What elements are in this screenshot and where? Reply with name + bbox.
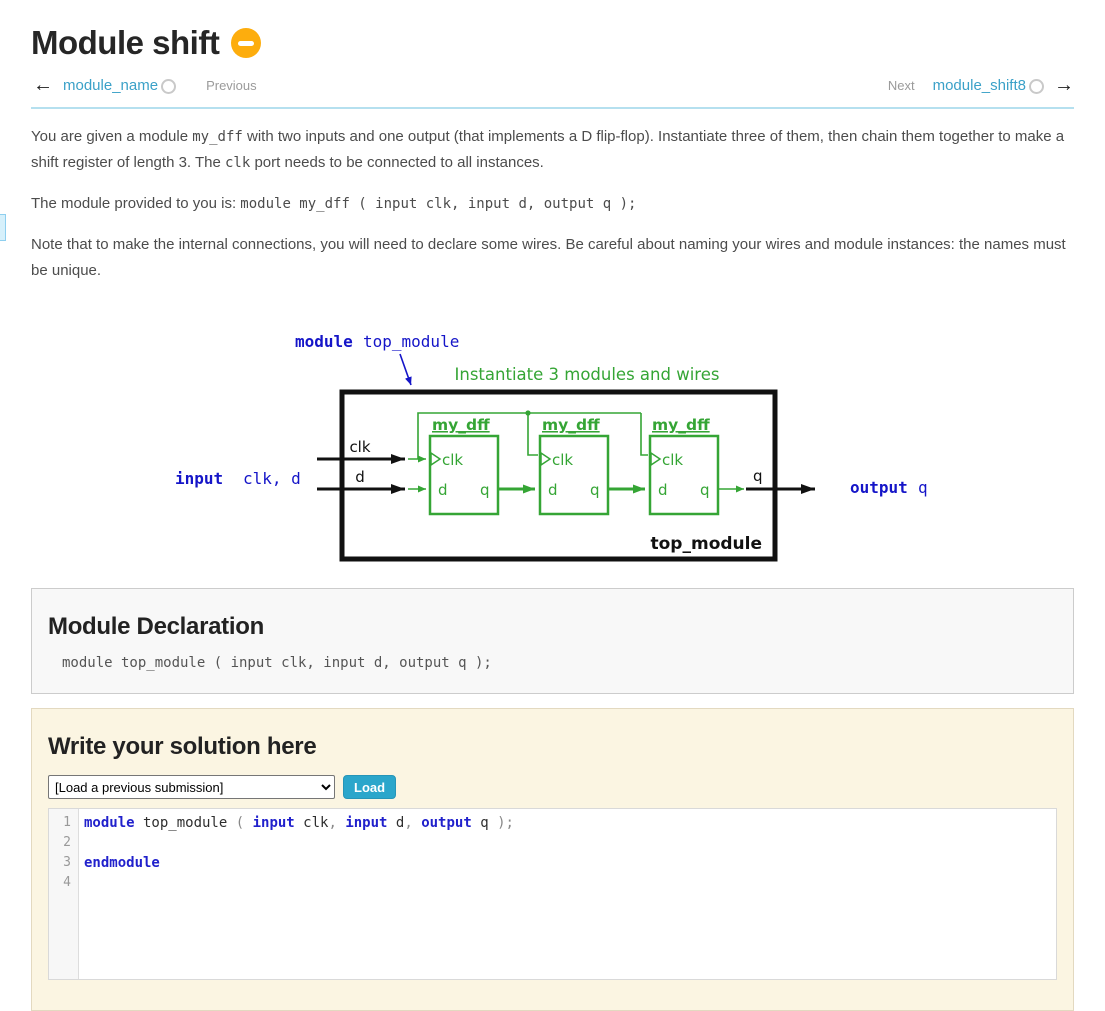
output-ports-label	[850, 478, 928, 497]
dff1-port-q: q	[480, 481, 490, 499]
dff1-label: my_dff	[432, 416, 490, 434]
prev-nav-group	[33, 74, 257, 97]
prev-problem-link[interactable]: module_name	[63, 77, 159, 94]
input-ports: clk, d	[243, 469, 301, 488]
page-title	[31, 24, 1074, 62]
diagram-annotation: Instantiate 3 modules and wires	[454, 365, 720, 384]
prev-label: Previous	[206, 78, 257, 93]
q-wire-label: q	[753, 467, 763, 485]
code-token: ,	[328, 815, 346, 831]
line-number: 2	[63, 835, 71, 850]
code-token: q	[471, 815, 498, 831]
dff-instance-1	[430, 416, 498, 514]
p1-text: with two inputs and one output (that implements a D flip-flop). Instantiate three of them, then chain them together to make a shift register of length 3. The	[31, 128, 1065, 171]
dff2-box	[540, 436, 608, 514]
dff3-port-clk: clk	[662, 451, 684, 469]
arrow-right-icon[interactable]: →	[1054, 74, 1074, 96]
description-paragraph-3	[31, 232, 1074, 284]
line-number: 3	[63, 855, 71, 870]
code-token: (	[235, 815, 253, 831]
page-title-text: Module shift	[31, 24, 220, 61]
dff3-box	[650, 436, 718, 514]
p1-text: You are given a module	[31, 128, 193, 145]
description-paragraph-2	[31, 191, 1074, 217]
code-token: endmodule	[84, 855, 160, 871]
solution-section	[31, 708, 1074, 1011]
code-token: input	[345, 815, 388, 831]
next-label: Next	[887, 78, 915, 93]
next-status-circle-icon	[1029, 79, 1044, 94]
output-ports: q	[918, 478, 928, 497]
d-wire-label: d	[355, 468, 365, 486]
dff3-clock-triangle-icon	[651, 453, 660, 465]
dff2-port-q: q	[590, 481, 600, 499]
module-declaration-heading: Module Declaration	[48, 613, 264, 640]
code-token: output	[421, 815, 472, 831]
dff2-port-d: d	[548, 481, 558, 499]
dff1-clock-triangle-icon	[431, 453, 440, 465]
circuit-diagram	[165, 321, 945, 571]
code-line-3	[84, 853, 1056, 873]
inline-code-module-decl: module my_dff ( input clk, input d, output q );	[240, 196, 637, 212]
dff2-label: my_dff	[542, 416, 600, 434]
input-ports-label	[175, 469, 301, 488]
output-keyword: output	[850, 478, 908, 497]
module-declaration-code: module top_module ( input clk, input d, output q );	[62, 655, 492, 671]
minus-circle-icon	[231, 28, 261, 58]
code-token: clk	[294, 815, 329, 831]
code-line-1	[84, 813, 1056, 833]
dff-instance-3	[650, 416, 718, 514]
callout-module-top-module	[295, 332, 459, 351]
next-problem-link[interactable]: module_shift8	[932, 77, 1026, 94]
problem-nav	[31, 68, 1074, 109]
code-token: module	[84, 815, 135, 831]
dff3-port-d: d	[658, 481, 668, 499]
callout-module-keyword: module	[295, 332, 353, 351]
code-line-4	[84, 873, 1056, 893]
code-token: );	[497, 815, 514, 831]
next-nav-group	[888, 74, 1074, 97]
editor-gutter	[49, 809, 79, 979]
top-module-label: top_module	[650, 534, 762, 554]
dff2-port-clk: clk	[552, 451, 574, 469]
clk-wire-drop2	[528, 413, 538, 455]
inline-code-my-dff: my_dff	[192, 129, 243, 145]
callout-module-name: top_module	[363, 332, 460, 351]
module-declaration-section	[31, 588, 1074, 694]
clk-wire-label: clk	[349, 438, 371, 456]
p2-text: The module provided to you is:	[31, 195, 241, 212]
callout-arrow	[400, 354, 411, 385]
dff1-port-d: d	[438, 481, 448, 499]
line-number: 4	[63, 875, 71, 890]
dff1-box	[430, 436, 498, 514]
arrow-left-icon[interactable]: ←	[33, 74, 53, 96]
code-token: top_module	[134, 815, 236, 831]
edge-scroll-marker	[0, 214, 6, 241]
p3-text: Note that to make the internal connections, you will need to declare some wires. Be careful about naming your wires and module instances: the names must be unique.	[31, 236, 1066, 279]
dff2-clock-triangle-icon	[541, 453, 550, 465]
input-keyword: input	[175, 469, 224, 488]
load-submission-select[interactable]	[48, 775, 335, 799]
p1-text: port needs to be connected to all instances.	[250, 154, 544, 171]
code-token: ,	[404, 815, 422, 831]
code-token: d	[387, 815, 405, 831]
description-paragraph-1	[31, 124, 1074, 176]
code-line-2	[84, 833, 1056, 853]
dff3-port-q: q	[700, 481, 710, 499]
dff-instance-2	[540, 416, 608, 514]
code-editor[interactable]	[48, 808, 1057, 980]
inline-code-clk: clk	[225, 155, 251, 171]
line-number: 1	[63, 815, 71, 830]
dff3-label: my_dff	[652, 416, 710, 434]
code-token: input	[252, 815, 295, 831]
dff1-port-clk: clk	[442, 451, 464, 469]
solution-heading: Write your solution here	[48, 733, 317, 760]
clk-wire-drop3	[641, 413, 648, 455]
prev-status-circle-icon	[161, 79, 176, 94]
load-controls	[48, 775, 1057, 799]
load-button[interactable]: Load	[343, 775, 396, 799]
editor-code-area[interactable]	[79, 809, 1056, 979]
